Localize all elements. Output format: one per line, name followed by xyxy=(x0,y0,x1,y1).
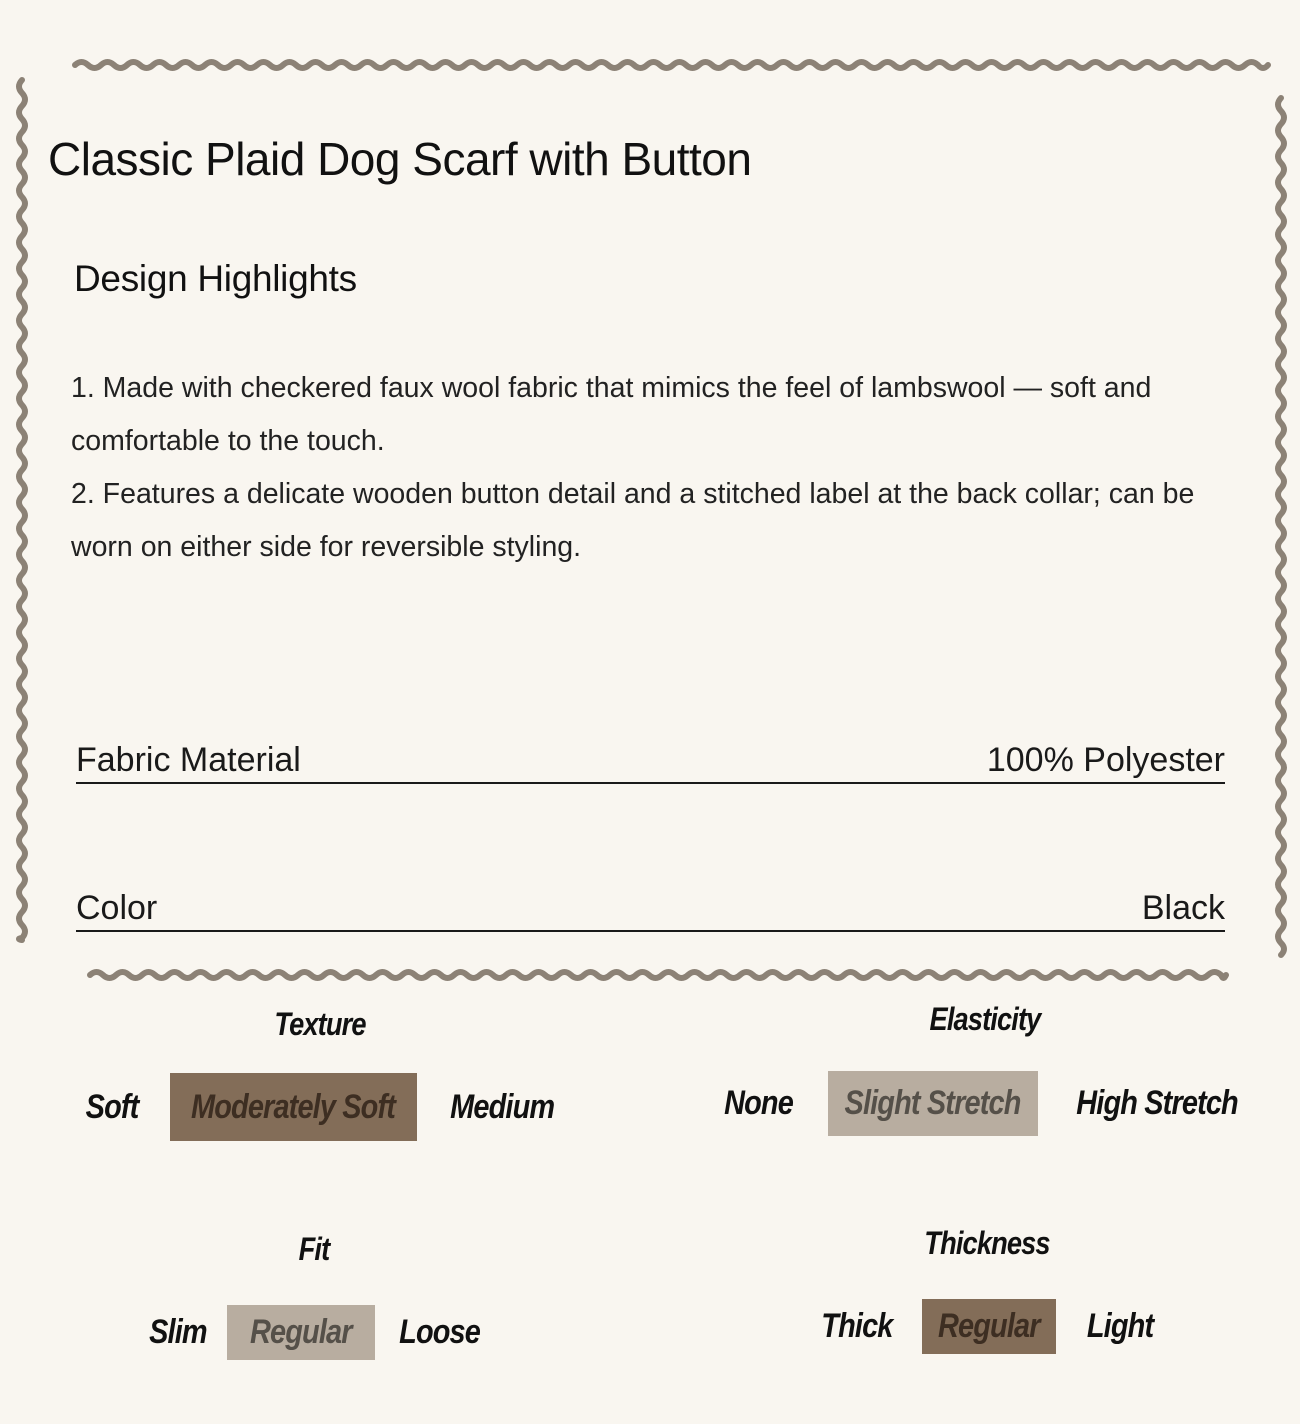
texture-option-soft: Soft xyxy=(85,1087,139,1126)
highlight-item: 2. Features a delicate wooden button detail and a stitched label at the back collar; can be worn on either side for reversible styling. xyxy=(71,478,1195,563)
fit-option-selected: Regular xyxy=(227,1305,375,1360)
thickness-option-thick: Thick xyxy=(821,1307,893,1345)
elasticity-option-selected: Slight Stretch xyxy=(828,1071,1038,1136)
product-title: Classic Plaid Dog Scarf with Button xyxy=(48,133,752,185)
texture-option-medium: Medium xyxy=(449,1087,555,1126)
wavy-border-bottom xyxy=(90,972,1226,978)
wavy-border-top xyxy=(75,62,1268,68)
attribute-title-elasticity: Elasticity xyxy=(929,1001,1041,1037)
spec-row-fabric-material xyxy=(76,738,1225,784)
fit-option-loose: Loose xyxy=(399,1313,481,1351)
elasticity-option-high-stretch: High Stretch xyxy=(1076,1084,1239,1122)
wavy-border-left xyxy=(19,80,25,940)
spec-row-color xyxy=(76,886,1225,932)
attribute-title-texture: Texture xyxy=(274,1006,366,1042)
thickness-option-selected: Regular xyxy=(922,1299,1056,1354)
fit-option-slim: Slim xyxy=(149,1313,207,1351)
texture-option-selected: Moderately Soft xyxy=(170,1073,417,1141)
elasticity-option-none: None xyxy=(723,1084,793,1122)
spec-label: Color xyxy=(76,889,158,927)
attribute-title-thickness: Thickness xyxy=(924,1225,1050,1261)
design-highlights-heading: Design Highlights xyxy=(74,258,357,299)
attribute-title-fit: Fit xyxy=(298,1231,330,1267)
thickness-option-light: Light xyxy=(1086,1307,1154,1345)
spec-label: Fabric Material xyxy=(76,741,301,779)
highlight-item: 1. Made with checkered faux wool fabric that mimics the feel of lambswool — soft and comfortable to the touch. xyxy=(71,372,1152,457)
design-highlights-list xyxy=(71,362,1231,574)
wavy-border-right xyxy=(1278,98,1284,955)
spec-value: 100% Polyester xyxy=(986,741,1225,779)
spec-value: Black xyxy=(1141,889,1225,927)
